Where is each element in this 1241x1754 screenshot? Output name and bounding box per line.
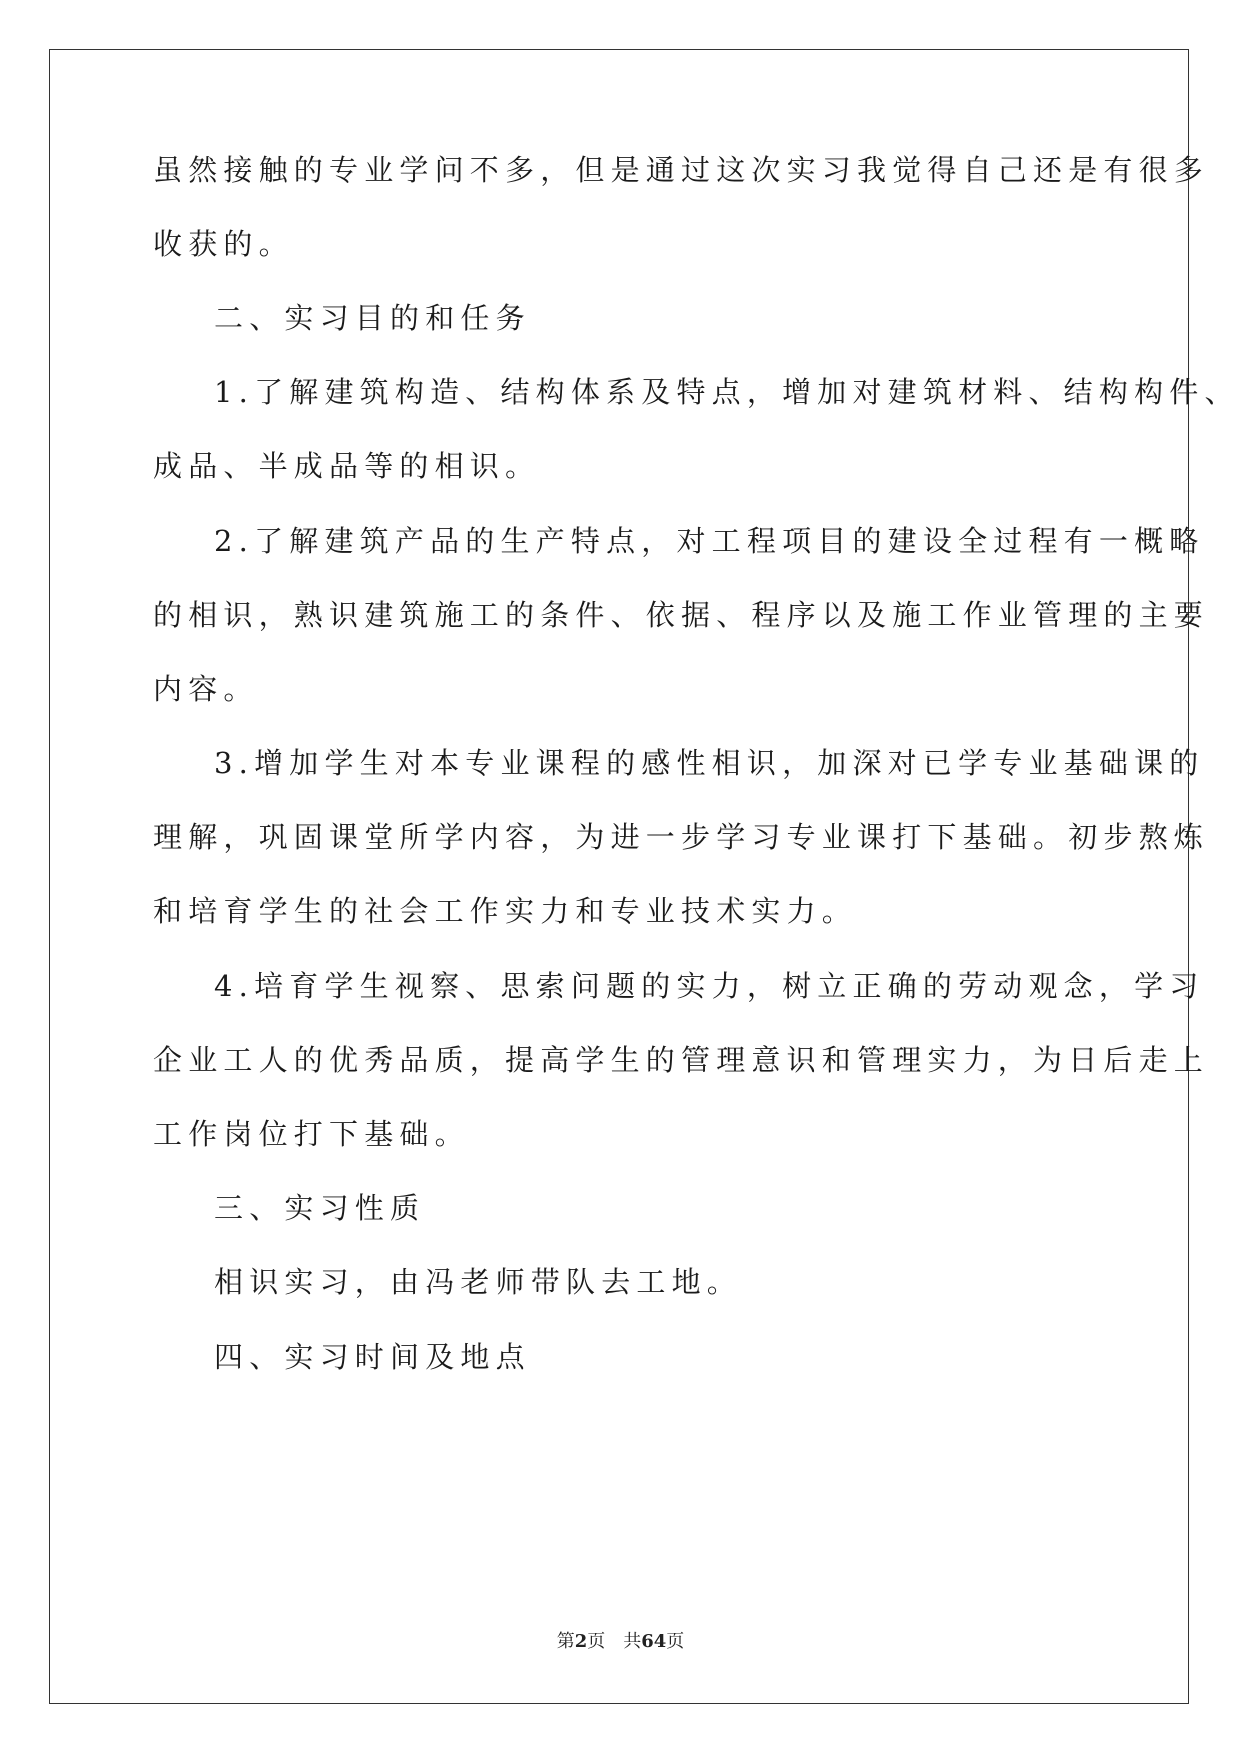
footer-mid: 页 共 (587, 1631, 642, 1652)
body-line: 的相识，熟识建筑施工的条件、依据、程序以及施工作业管理的主要 (153, 598, 1210, 632)
body-line: 相识实习，由冯老师带队去工地。 (214, 1265, 743, 1299)
body-line: 内容。 (153, 672, 259, 706)
footer-total-pages: 64 (641, 1631, 667, 1652)
body-line: 4.培育学生视察、思索问题的实力，树立正确的劳动观念，学习 (214, 969, 1205, 1003)
section-heading: 四、实习时间及地点 (214, 1340, 531, 1374)
page-footer (0, 1630, 1241, 1654)
body-line: 虽然接触的专业学问不多，但是通过这次实习我觉得自己还是有很多 (153, 153, 1210, 187)
body-line: 3.增加学生对本专业课程的感性相识，加深对已学专业基础课的 (214, 746, 1205, 780)
body-line: 企业工人的优秀品质，提高学生的管理意识和管理实力，为日后走上 (153, 1043, 1210, 1077)
body-line: 和培育学生的社会工作实力和专业技术实力。 (153, 894, 858, 928)
section-heading: 三、实习性质 (214, 1191, 426, 1225)
body-line: 工作岗位打下基础。 (153, 1117, 470, 1151)
body-line: 1.了解建筑构造、结构体系及特点，增加对建筑材料、结构构件、 (214, 375, 1240, 409)
footer-suffix: 页 (666, 1631, 685, 1652)
body-line: 2.了解建筑产品的生产特点，对工程项目的建设全过程有一概略 (214, 524, 1205, 558)
body-line: 理解，巩固课堂所学内容，为进一步学习专业课打下基础。初步熬炼 (153, 820, 1210, 854)
footer-page-number: 2 (574, 1631, 588, 1652)
body-line: 成品、半成品等的相识。 (153, 449, 541, 483)
footer-prefix: 第 (556, 1631, 575, 1652)
body-line: 收获的。 (153, 227, 294, 261)
section-heading: 二、实习目的和任务 (214, 301, 531, 335)
